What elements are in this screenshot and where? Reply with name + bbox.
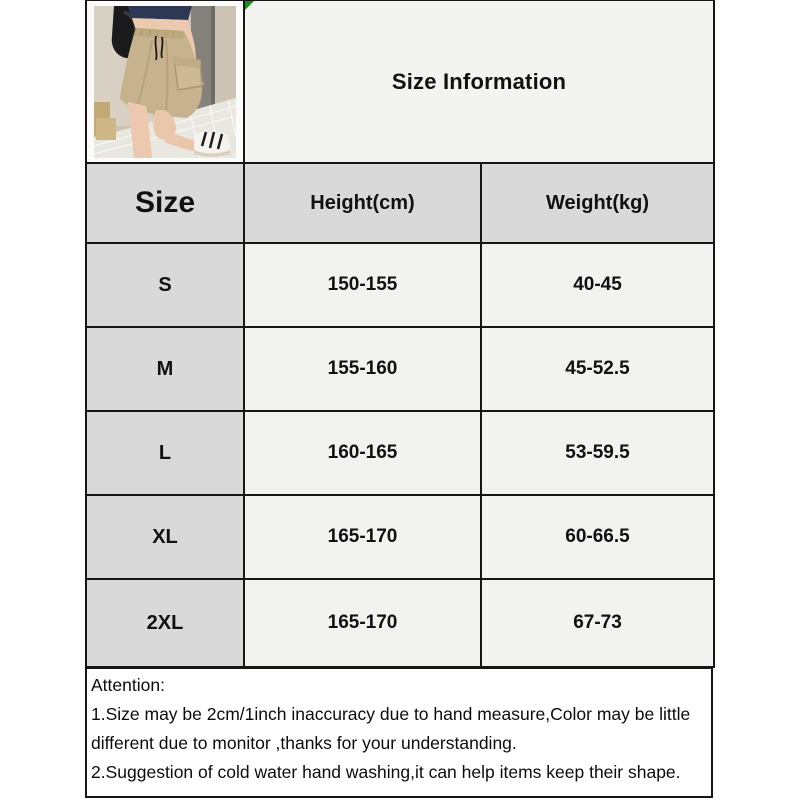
header-weight: Weight(kg) <box>481 163 714 243</box>
weight-cell: 45-52.5 <box>481 327 714 411</box>
size-table <box>85 0 715 668</box>
table-row-s <box>86 243 714 327</box>
height-cell: 160-165 <box>244 411 481 495</box>
navy-crop-top <box>128 6 192 20</box>
size-cell: M <box>86 327 244 411</box>
table-header-row <box>86 163 714 243</box>
weight-cell: 60-66.5 <box>481 495 714 579</box>
title-cell <box>244 0 714 163</box>
attention-note-box <box>85 667 713 798</box>
weight-cell: 67-73 <box>481 579 714 667</box>
attention-line: 2.Suggestion of cold water hand washing,it can help items keep their shape. <box>91 762 681 782</box>
size-cell: 2XL <box>86 579 244 667</box>
header-size: Size <box>86 163 244 243</box>
height-cell: 155-160 <box>244 327 481 411</box>
size-cell: L <box>86 411 244 495</box>
table-row-m <box>86 327 714 411</box>
photo-title-row <box>86 0 714 163</box>
height-cell: 165-170 <box>244 495 481 579</box>
product-photo-cell <box>86 0 244 163</box>
height-cell: 150-155 <box>244 243 481 327</box>
attention-heading: Attention: <box>91 675 165 695</box>
attention-line: 1.Size may be 2cm/1inch inaccuracy due to hand measure,Color may be little <box>91 704 691 724</box>
table-row-xl <box>86 495 714 579</box>
height-cell: 165-170 <box>244 579 481 667</box>
weight-cell: 40-45 <box>481 243 714 327</box>
green-corner-marker-icon <box>245 1 254 10</box>
page-title: Size Information <box>391 68 567 94</box>
header-height: Height(cm) <box>244 163 481 243</box>
table-row-l <box>86 411 714 495</box>
attention-line: different due to monitor ,thanks for your understanding. <box>91 733 517 753</box>
weight-cell: 53-59.5 <box>481 411 714 495</box>
size-cell: XL <box>86 495 244 579</box>
size-cell: S <box>86 243 244 327</box>
product-photo <box>94 6 236 158</box>
table-row-2xl <box>86 579 714 667</box>
